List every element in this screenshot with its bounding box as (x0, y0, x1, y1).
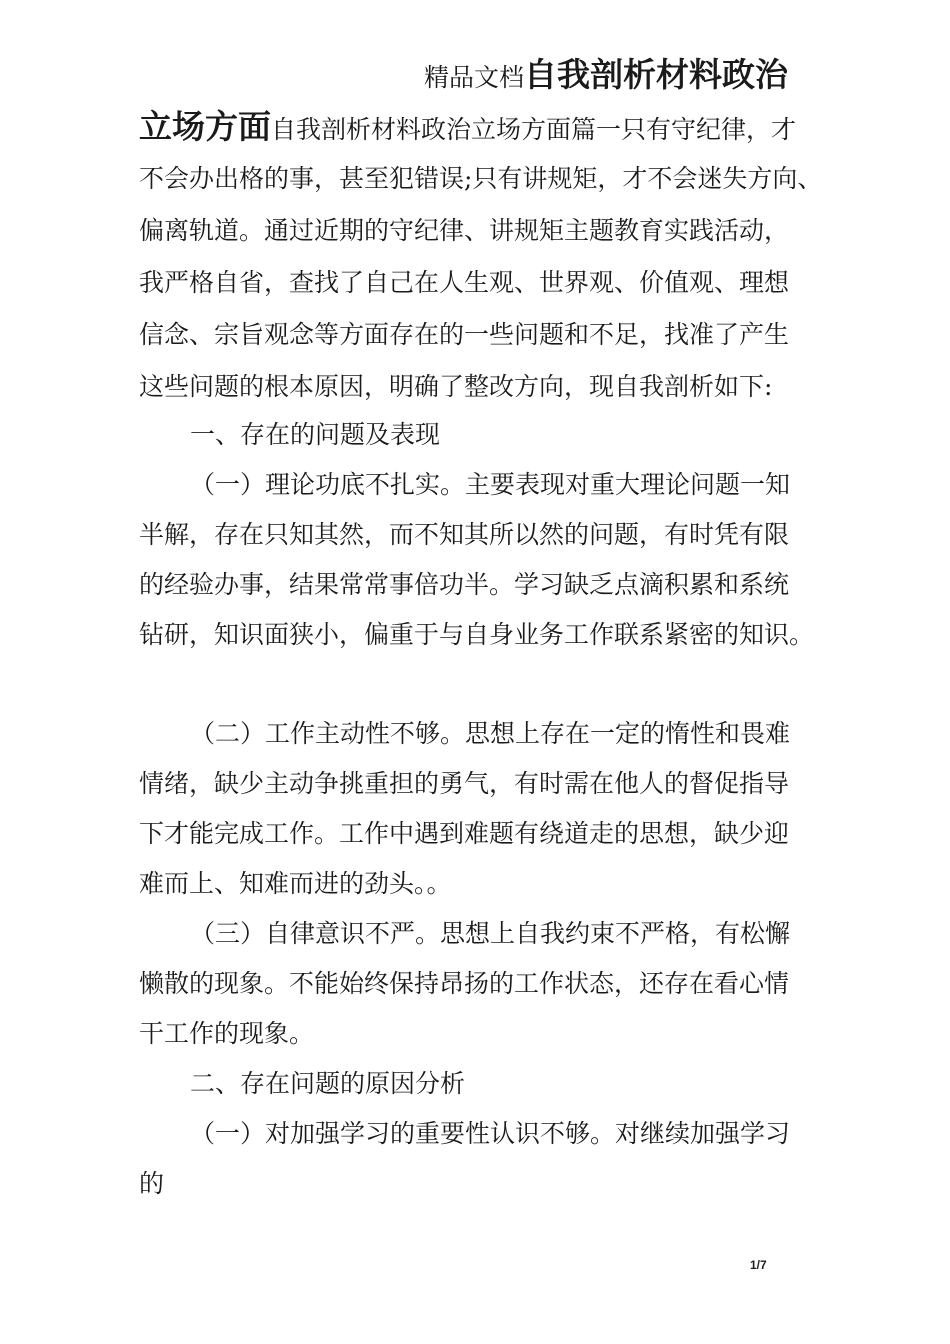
document-header (424, 55, 789, 95)
text-line: 半解，存在只知其然，而不知其所以然的问题，有时凭有限 (139, 520, 790, 549)
text-line: 信念、宗旨观念等方面存在的一些问题和不足，找准了产生 (139, 320, 790, 349)
text-line: 钻研，知识面狭小，偏重于与自身业务工作联系紧密的知识。 (139, 620, 815, 649)
text-line: 的 (139, 1169, 165, 1198)
text-line: 不会办出格的事，甚至犯错误;只有讲规矩，才不会迷失方向、 (139, 164, 823, 193)
document-title-continued: 立场方面 (139, 107, 271, 146)
text-line: （一）理论功底不扎实。主要表现对重大理论问题一知 (190, 470, 791, 499)
text-line: 情绪，缺少主动争挑重担的勇气，有时需在他人的督促指导 (139, 769, 790, 798)
section-heading: 二、存在问题的原因分析 (190, 1069, 466, 1098)
section-heading: 一、存在的问题及表现 (190, 420, 441, 449)
text-line (139, 107, 797, 147)
text-line: 的经验办事，结果常常事倍功半。学习缺乏点滴积累和系统 (139, 570, 790, 599)
page-number: 1/7 (750, 1258, 767, 1272)
header-prefix: 精品文档 (424, 63, 525, 92)
text-line: （一）对加强学习的重要性认识不够。对继续加强学习 (190, 1119, 791, 1148)
document-title: 自我剖析材料政治 (524, 55, 789, 94)
text-line: 这些问题的根本原因，明确了整改方向，现自我剖析如下: (139, 372, 773, 401)
text-line: 下才能完成工作。工作中遇到难题有绕道走的思想，缺少迎 (139, 819, 790, 848)
text-line: 难而上、知难而进的劲头。。 (139, 869, 452, 898)
text-line: 干工作的现象。 (139, 1019, 315, 1048)
text-line: 我严格自省，查找了自己在人生观、世界观、价值观、理想 (139, 268, 790, 297)
text-line: （三）自律意识不严。思想上自我约束不严格，有松懈 (190, 919, 791, 948)
text-line: 懒散的现象。不能始终保持昂扬的工作状态，还存在看心情 (139, 969, 790, 998)
text-line: 偏离轨道。通过近期的守纪律、讲规矩主题教育实践活动， (139, 216, 790, 245)
text-line: （二）工作主动性不够。思想上存在一定的惰性和畏难 (190, 719, 791, 748)
intro-text: 自我剖析材料政治立场方面篇一只有守纪律，才 (271, 115, 797, 144)
